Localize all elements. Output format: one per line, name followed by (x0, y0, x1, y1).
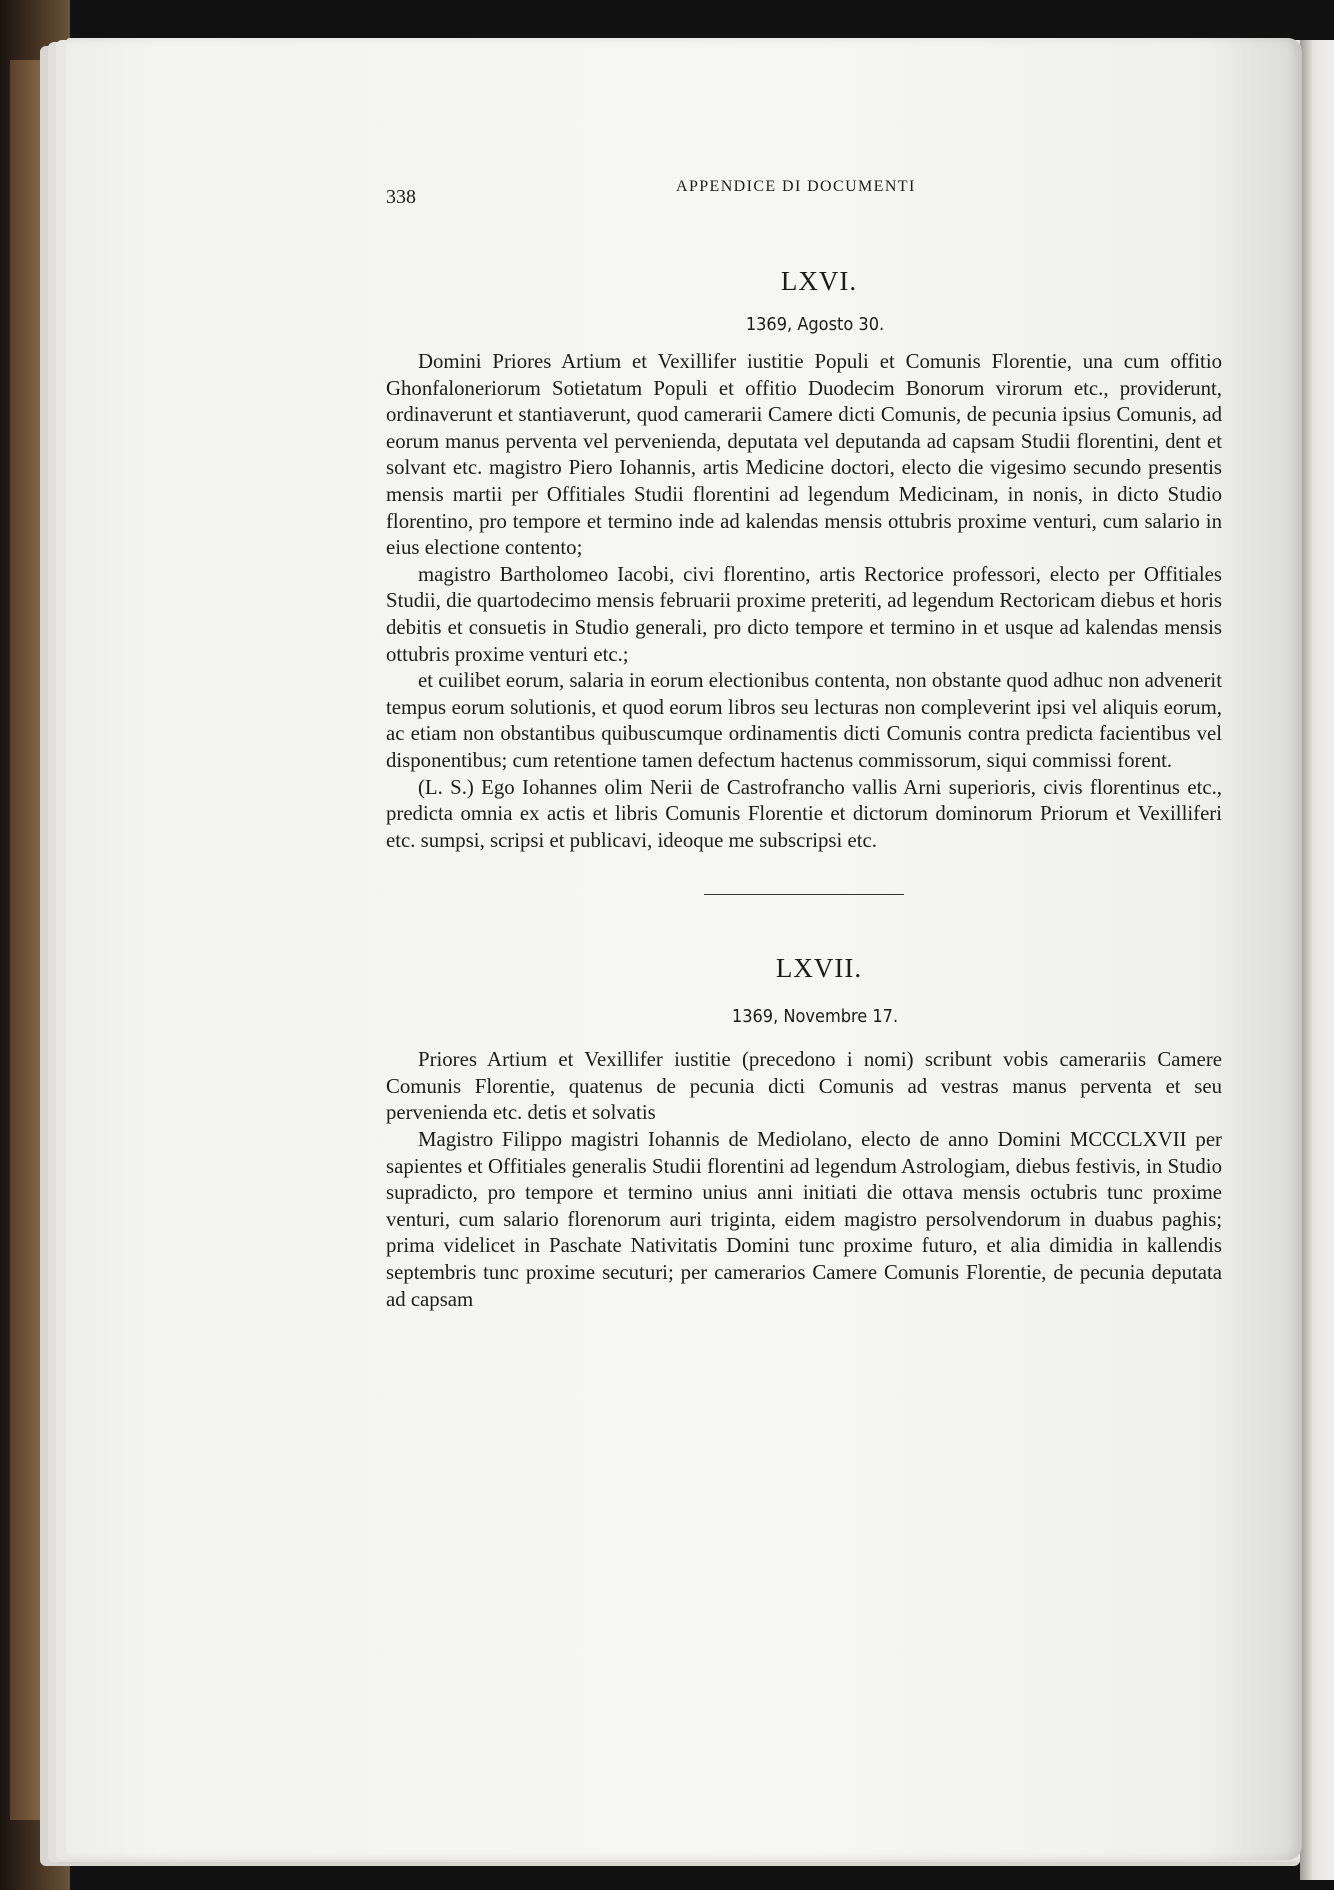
document-paragraph: Magistro Filippo magistri Iohannis de Mediolano, electo de anno Domini MCCCLXVII per sapientes et Offitiales generalis Studii florentini ad legendum Astrologiam, diebus festivis, in Studio supradicto, pro tempore et termino unius anni initiati die ottava mensis octubris tunc proxime venturi, cum salario florenorum auri triginta, eidem magistro persolvendorum in duabus paghis; prima videlicet in Paschate Nativitatis Domini tunc proxime futuro, et alia dimidia in kallendis septembris tunc proxime secuturi; per camerarios Camere Comunis Florentie, de pecunia deputata ad capsam (386, 1128, 1222, 1311)
page-content (386, 170, 1222, 1313)
document-paragraph: Domini Priores Artium et Vexillifer iustitie Populi et Comunis Florentie, una cum offitio Ghonfaloneriorum Sotietatum Populi et offitio Duodecim Bonorum virorum etc., providerunt, ordinaverunt et stantiaverunt, quod camerarii Camere dicti Comunis, de pecunia ipsius Comunis, ad eorum manus perventa vel pervenienda, deputata vel deputanda ad capsam Studii florentini, dent et solvant etc. magistro Piero Iohannis, artis Medicine doctori, electo die vigesimo secundo presentis mensis martii per Offitiales Studii florentini ad legendum Medicinam, in nonis, in dicto Studio florentino, pro tempore et termino inde ad kalendas mensis ottubris proxime venturi, cum salario in eius electione contento; (386, 350, 1222, 560)
page-number: 338 (386, 186, 416, 208)
section-divider (704, 894, 904, 895)
running-head (386, 170, 1222, 208)
document-date: 1369, Novembre 17. (731, 1006, 899, 1028)
document-number: LXVII. (775, 953, 863, 984)
document-paragraph: magistro Bartholomeo Iacobi, civi florentino, artis Rectorice professori, electo per Offitiales Studii, die quartodecimo mensis februarii proxime preteriti, ad legendum Rectoricam diebus et horis debitis et consuetis in Studio generali, pro dicto tempore et termino in et usque ad kalendas mensis ottubris proxime venturi etc.; (386, 562, 1222, 666)
document-date: 1369, Agosto 30. (745, 314, 885, 335)
document-paragraph: Priores Artium et Vexillifer iustitie (precedono i nomi) scribunt vobis camerariis Camere Comunis Florentie, quatenus de pecunia dicti Comunis ad vestras manus perventa et seu pervenienda etc. detis et solvatis (386, 1048, 1222, 1125)
document-paragraph: et cuilibet eorum, salaria in eorum electionibus contenta, non obstante quod adhuc non advenerit tempus eorum solutionis, et quod eorum libros seu lecturas non compleverint ipsi vel aliquis eorum, ac etiam non obstantibus quibuscumque ordinamentis dicti Comunis contra predicta facientibus vel disponentibus; cum retentione tamen defectum hactenus commissorum, siqui commissi forent. (386, 669, 1222, 772)
running-head-title: APPENDICE DI DOCUMENTI (676, 178, 916, 195)
facing-page-edge (1300, 40, 1334, 1880)
document-number: LXVI. (780, 266, 858, 296)
document-paragraph: (L. S.) Ego Iohannes olim Nerii de Castrofrancho vallis Arni superioris, civis florentinus etc., predicta omnia ex actis et libris Comunis Florentie et dictorum dominorum Priorum et Vexilliferi etc. sumpsi, scripsi et publicavi, ideoque me subscripsi etc. (386, 775, 1222, 852)
